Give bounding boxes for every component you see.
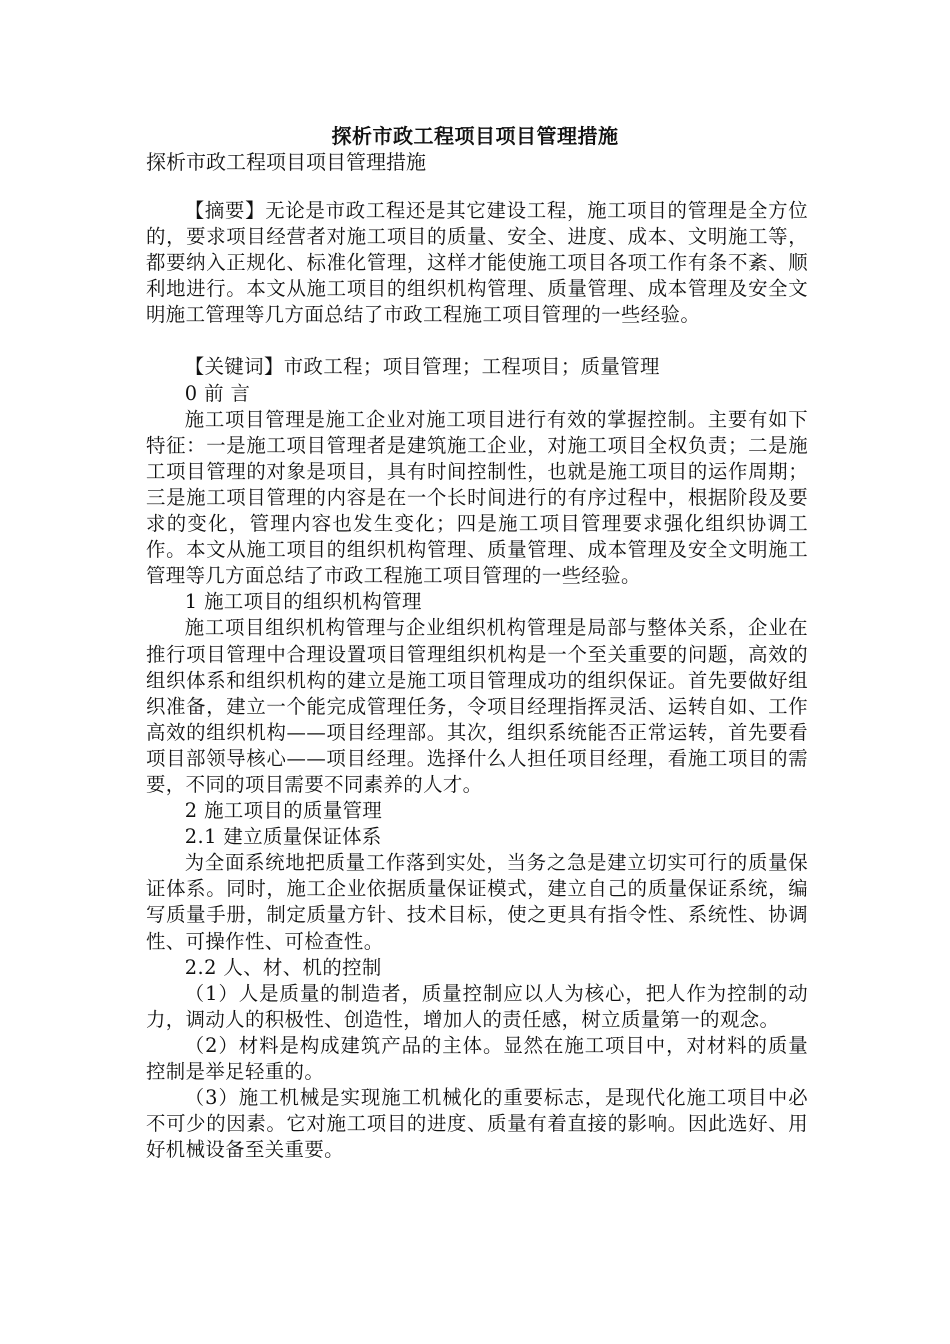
body-paragraph: 施工项目管理是施工企业对施工项目进行有效的掌握控制。主要有如下特征：一是施工项目管理者是建筑施工企业，对施工项目全权负责；二是施工项目管理的对象是项目，具有时间控制性，也就是施工项目的运作周期；三是施工项目管理的内容是在一个长时间进行的有序过程中，根据阶段及要求的变化，管理内容也发生变化；四是施工项目管理要求强化组织协调工作。本文从施工项目的组织机构管理、质量管理、成本管理及安全文明施工管理等几方面总结了市政工程施工项目管理的一些经验。 xyxy=(146,407,808,588)
document-title: 探析市政工程项目项目管理措施 xyxy=(331,124,619,148)
subsection-heading-2-1: 2.1 建立质量保证体系 xyxy=(184,825,382,849)
body-paragraph: 施工项目组织机构管理与企业组织机构管理是局部与整体关系，企业在推行项目管理中合理设置项目管理组织机构是一个至关重要的问题，高效的组织体系和组织机构的建立是施工项目管理成功的组织保证。首先要做好组织准备，建立一个能完成管理任务，令项目经理指挥灵活、运转自如、工作高效的组织机构——项目经理部。其次，组织系统能否正常运转，首先要看项目部领导核心——项目经理。选择什么人担任项目经理，看施工项目的需要，不同的项目需要不同素养的人才。 xyxy=(146,616,808,796)
document-body xyxy=(146,198,808,1163)
keywords-paragraph: 【关键词】市政工程；项目管理；工程项目；质量管理 xyxy=(184,355,660,379)
section-heading-preface: 0 前 言 xyxy=(184,381,251,405)
list-item: （1）人是质量的制造者，质量控制应以人为核心，把人作为控制的动力，调动人的积极性、创造性，增加人的责任感，树立质量第一的观念。 xyxy=(146,981,808,1031)
subsection-heading-2-2: 2.2 人、材、机的控制 xyxy=(184,955,382,979)
list-item: （2）材料是构成建筑产品的主体。显然在施工项目中，对材料的质量控制是举足轻重的。 xyxy=(146,1033,808,1083)
section-heading-1: 1 施工项目的组织机构管理 xyxy=(184,590,422,614)
list-item: （3）施工机械是实现施工机械化的重要标志，是现代化施工项目中必不可少的因素。它对施工项目的进度、质量有着直接的影响。因此选好、用好机械设备至关重要。 xyxy=(146,1086,808,1162)
section-heading-2: 2 施工项目的质量管理 xyxy=(184,799,383,823)
body-paragraph: 为全面系统地把质量工作落到实处，当务之急是建立切实可行的质量保证体系。同时，施工企业依据质量保证模式，建立自己的质量保证系统，编写质量手册，制定质量方针、技术目标，使之更具有指令性、系统性、协调性、可操作性、可检查性。 xyxy=(146,851,808,953)
document-subtitle: 探析市政工程项目项目管理措施 xyxy=(146,150,426,174)
abstract-paragraph: 【摘要】无论是市政工程还是其它建设工程，施工项目的管理是全方位的，要求项目经营者对施工项目的质量、安全、进度、成本、文明施工等，都要纳入正规化、标准化管理，这样才能使施工项目各项工作有条不紊、顺利地进行。本文从施工项目的组织机构管理、质量管理、成本管理及安全文明施工管理等几方面总结了市政工程施工项目管理的一些经验。 xyxy=(146,199,808,327)
